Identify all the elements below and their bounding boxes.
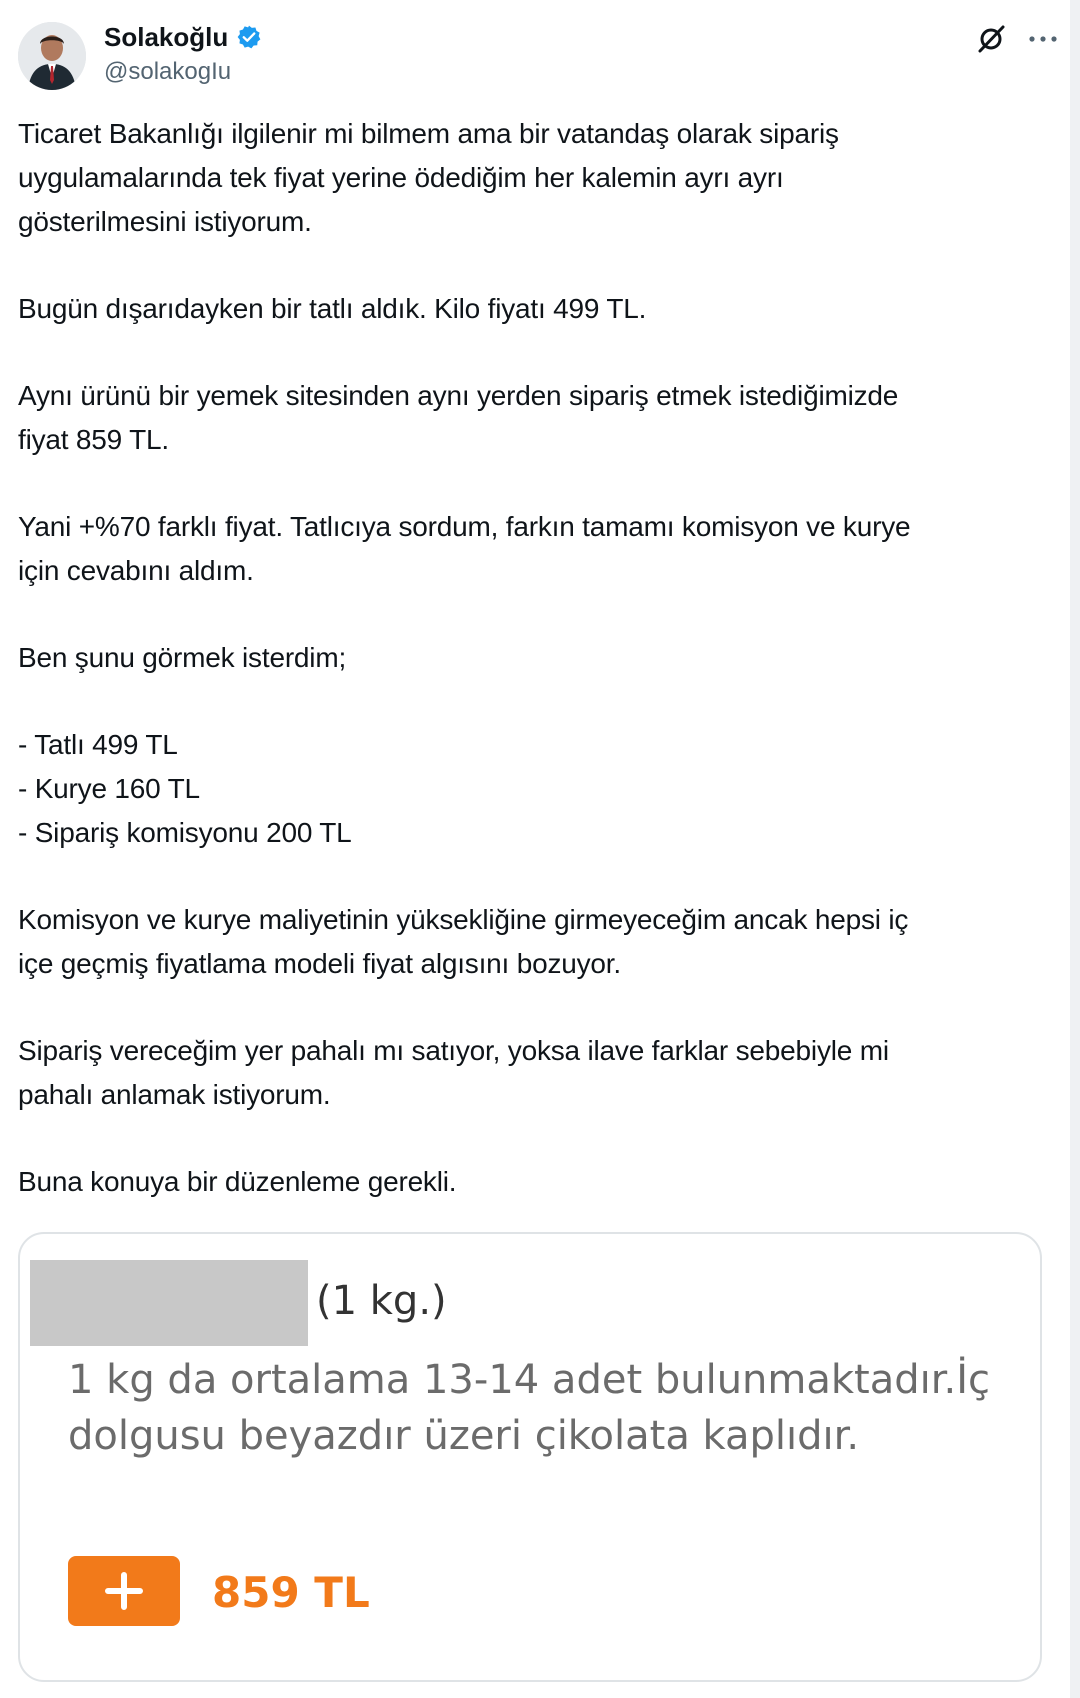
more-icon[interactable] [1028, 34, 1058, 44]
tweet-paragraph [18, 898, 1068, 986]
tweet-text [18, 112, 1068, 1247]
user-handle[interactable]: @solakogIu [104, 58, 232, 85]
tweet-line: için cevabını aldım. [18, 555, 254, 586]
tweet-price-breakdown [18, 723, 1068, 855]
product-price: 859 TL [212, 1568, 370, 1617]
verified-badge-icon [236, 24, 262, 50]
tweet-line: içe geçmiş fiyatlama modeli fiyat algısını bozuyor. [18, 948, 621, 979]
scroll-gutter [1070, 0, 1080, 1698]
tweet-line: Ben şunu görmek isterdim; [18, 642, 347, 673]
product-title-suffix: (1 kg.) [316, 1278, 447, 1324]
tweet-line: uygulamalarında tek fiyat yerine ödediğim her kalemin ayrı ayrı [18, 162, 784, 193]
tweet-line: Yani +%70 farklı fiyat. Tatlıcıya sordum, farkın tamamı komisyon ve kurye [18, 511, 911, 542]
user-meta [104, 20, 262, 86]
tweet-line: - Tatlı 499 TL [18, 729, 178, 760]
product-description [68, 1352, 1028, 1464]
tweet-line: Ticaret Bakanlığı ilgilenir mi bilmem ama bir vatandaş olarak sipariş [18, 118, 839, 149]
tweet-line: gösterilmesini istiyorum. [18, 206, 312, 237]
tweet-paragraph [18, 1029, 1068, 1117]
tweet-header [18, 18, 1058, 98]
tweet-line: Bugün dışarıdayken bir tatlı aldık. Kilo fiyatı 499 TL. [18, 293, 647, 324]
plus-icon [104, 1571, 144, 1611]
display-name[interactable]: Solakoğlu [104, 21, 229, 52]
display-name-row [104, 20, 262, 54]
tweet-line: fiyat 859 TL. [18, 424, 169, 455]
tweet-line: Buna konuya bir düzenleme gerekli. [18, 1166, 457, 1197]
tweet-paragraph [18, 287, 1068, 331]
tweet-line: - Sipariş komisyonu 200 TL [18, 817, 352, 848]
media-attachment[interactable] [18, 1232, 1042, 1682]
grok-icon[interactable] [976, 24, 1006, 54]
tweet-actions [976, 24, 1058, 54]
product-description-line: 1 kg da ortalama 13-14 adet bulunmaktadır.İç [68, 1357, 991, 1403]
tweet-line: pahalı anlamak istiyorum. [18, 1079, 331, 1110]
product-description-line: dolgusu beyazdır üzeri çikolata kaplıdır. [68, 1413, 860, 1459]
tweet-paragraph [18, 505, 1068, 593]
tweet-paragraph [18, 636, 1068, 680]
avatar[interactable] [18, 22, 86, 90]
tweet-line: Komisyon ve kurye maliyetinin yüksekliğine girmeyeceğim ancak hepsi iç [18, 904, 909, 935]
tweet-paragraph [18, 1160, 1068, 1204]
tweet-line: - Kurye 160 TL [18, 773, 200, 804]
redacted-product-name [30, 1260, 308, 1346]
tweet-line: Aynı ürünü bir yemek sitesinden aynı yerden sipariş etmek istediğimizde [18, 380, 899, 411]
tweet-line: Sipariş vereceğim yer pahalı mı satıyor, yoksa ilave farklar sebebiyle mi [18, 1035, 889, 1066]
tweet-paragraph [18, 112, 1068, 244]
tweet-paragraph [18, 374, 1068, 462]
add-to-cart-button[interactable] [68, 1556, 180, 1626]
